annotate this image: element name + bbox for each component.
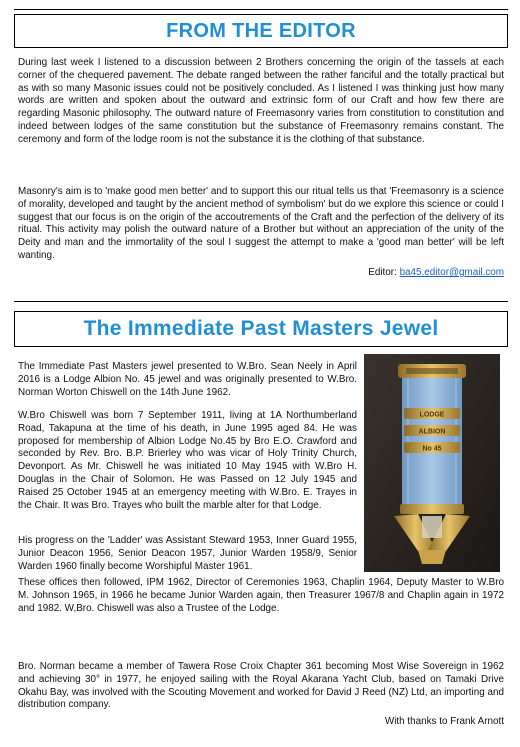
bar-lodge-text: LODGE [419, 411, 445, 419]
editor-sign-label: Editor: [368, 267, 397, 278]
jewel-paragraph-3b: These offices then followed, IPM 1962, Director of Ceremonies 1963, Chaplin 1964, Deputy Master to W.Bro M. Johnson 1965, in 1966 he became Junior Warden again, then Treasurer 1967/8 and Chaplin again in 1972 and 1982. W,Bro. Chiswell was also a Trustee of the Lodge. [18, 577, 504, 614]
jewel-paragraph-3: His progress on the 'Ladder' was Assistant Steward 1953, Inner Guard 1955, Junior Deacon 1956, Senior Deacon 1957, Junior Warden 1958/9, Senior Warden 1960 finally become Worshipful Master 1961. [18, 535, 357, 572]
jewel-paragraph-2: W.Bro Chiswell was born 7 September 1911, living at 1A Northumberland Road, Takapuna at the time of his death, in June 1995 aged 84. He was proposed for membership of Albion Lodge No.45 by Bro E.O. Crawford and seconded by Rev. Bro. B.P. Brierley who was vicar of Holy Trinity Church, Devonport. As Mr. Chiswell he was initiated 10 May 1945 with W.Bro H. Douglas in the Chair of Solomon. He was Passed on 12 July 1945 and Raised 25 October 1945 at an emergency meeting with W.Bro. E. Trayes in the Chair. It was Bro. Trayes who built the marble alter for that Lodge. [18, 410, 357, 511]
editor-title-box [14, 14, 508, 48]
jewel-title: The Immediate Past Masters Jewel [83, 317, 439, 340]
jewel-title-box [14, 311, 508, 347]
editor-paragraph-1: During last week I listened to a discussion between 2 Brothers concerning the origin of the tassels at each corner of the chequered pavement. The debate ranged between the rather fanciful and the totally practical but as with so many Masonic issues could not be positively concluded. As I listened I was thinking just how many words are written and spoken about the outward and extrinsic form of our Craft and how few there are regarding Masonic philosophy. The outward nature of Freemasonry varies from constitution to constitution and indeed between lodges of the same constitution but the substance of Freemasonry remains constant. The ceremony and form of the lodge room is not the substance it is the clothing of that substance. [18, 57, 504, 145]
editor-email-link[interactable]: ba45.editor@gmail.com [399, 267, 504, 278]
editor-paragraph-2: Masonry's aim is to 'make good men better' and to support this our ritual tells us that 'Freemasonry is a science of morality, developed and taught by the ancient method of symbolism' but do we explore this science or could I suggest that our focus is on the origin of the accoutrements of the Craft and the perfection of the delivery of its ritual. This activity may polish the outward nature of a Brother but without an appreciation of the unity of the Deity and man and the immortality of the soul I suggest the attempt to make a 'good man better' will be left wanting. [18, 186, 504, 261]
editor-signature [368, 267, 504, 280]
editor-title: FROM THE EDITOR [166, 19, 356, 42]
jewel-illustration [364, 354, 500, 572]
jewel-photo [364, 354, 500, 572]
jewel-thanks: With thanks to Frank Arnott [384, 716, 504, 727]
jewel-paragraph-1: The Immediate Past Masters jewel presented to W.Bro. Sean Neely in April 2016 is a Lodge Albion No. 45 jewel and was originally presented to W.Bro. Norman Worton Chiswell on the 14th June 1962. [18, 361, 357, 398]
jewel-paragraph-4: Bro. Norman became a member of Tawera Rose Croix Chapter 361 becoming Most Wise Sovereign in 1962 and achieving 30° in 1977, he enjoyed sailing with the Royal Akarana Yacht Club, based on Tamaki Drive Okahu Bay, was involved with the Scouting Movement and worked for David J Reed (NZ) Ltd, an importing and distribution company. [18, 661, 504, 711]
section-divider [14, 301, 508, 302]
pendant-centre [422, 516, 442, 538]
top-divider [14, 9, 508, 10]
bar-albion-text: ALBION [418, 428, 446, 436]
bar-number-text: No 45 [422, 445, 442, 453]
